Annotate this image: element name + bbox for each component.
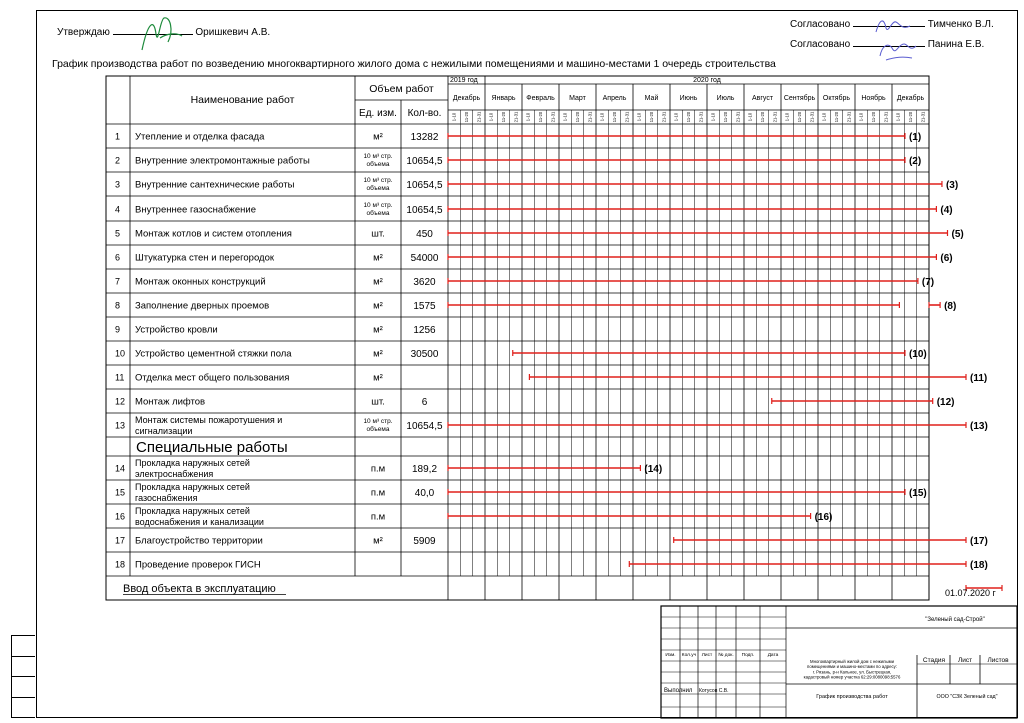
- stamp-doc-title: График производства работ: [816, 694, 888, 700]
- decade-label: 11-20: [501, 111, 506, 123]
- decade-label: 1-10: [895, 112, 901, 122]
- row-qty: 10654,5: [406, 205, 443, 216]
- decade-label: 1-10: [747, 112, 753, 122]
- decade-label: 21-31: [920, 111, 926, 123]
- col-header-volume: Объем работ: [369, 83, 434, 95]
- row-unit: м²: [373, 131, 383, 143]
- row-name: Монтаж котлов и систем отопления: [135, 228, 292, 240]
- row-name: Проведение проверок ГИСН: [135, 559, 261, 571]
- decade-label: 1-10: [562, 112, 568, 122]
- row-number: 16: [115, 511, 126, 522]
- row-number: 4: [115, 204, 121, 215]
- row-unit: м²: [373, 300, 383, 312]
- decade-label: 11-20: [464, 111, 469, 123]
- row-number: 8: [115, 300, 121, 311]
- row-number: 7: [115, 276, 121, 287]
- row-name: Внутреннее газоснабжение: [135, 204, 257, 216]
- stamp-role: Выполнил: [664, 688, 693, 694]
- stamp-stage: Стадия: [922, 657, 946, 664]
- row-unit-line1: 10 м³ стр.: [363, 418, 393, 425]
- row-qty: 450: [416, 229, 433, 240]
- stamp-col-header: Изм.: [665, 653, 676, 658]
- decade-label: 21-31: [587, 111, 593, 123]
- stamp-col-header: № док.: [718, 653, 734, 658]
- gantt-bar-label: (16): [814, 512, 833, 523]
- commissioning-label: Ввод объекта в эксплуатацию: [123, 583, 276, 595]
- decade-label: 21-31: [809, 111, 815, 123]
- decade-label: 11-20: [649, 111, 654, 123]
- row-number: 17: [115, 535, 126, 546]
- row-unit-line1: 10 м³ стр.: [363, 177, 393, 184]
- row-unit-line2: объема: [366, 210, 390, 217]
- approve-name: Оришкевич А.В.: [195, 27, 271, 38]
- decade-label: 21-31: [698, 111, 704, 123]
- schedule-title: График производства работ по возведению многоквартирного жилого дома с нежилыми помещениями и машино-местами 1 очередь строительства: [52, 58, 776, 70]
- decade-label: 21-31: [846, 111, 852, 123]
- stamp-sheets: Листов: [987, 657, 1009, 664]
- decade-label: 1-10: [599, 112, 605, 122]
- gantt-bar-label: (4): [940, 205, 953, 216]
- stamp-person: Котусов С.В.: [699, 688, 729, 694]
- month-label: Ноябрь: [861, 95, 886, 102]
- row-unit: м²: [373, 324, 383, 336]
- stamp-company-top: "Зеленый сад-Строй": [925, 617, 985, 623]
- decade-label: 11-20: [834, 111, 839, 123]
- gantt-bar-label: (10): [908, 349, 927, 360]
- decade-label: 11-20: [908, 111, 913, 123]
- row-unit: п.м: [370, 487, 386, 499]
- row-name: Отделка мест общего пользования: [135, 372, 290, 384]
- row-number: 2: [115, 155, 121, 166]
- row-name: Заполнение дверных проемов: [135, 300, 270, 312]
- decade-label: 21-31: [772, 111, 778, 123]
- stamp-description-line: помещениями и машино-местами по адресу:: [807, 664, 897, 670]
- month-label: Сентябрь: [783, 95, 816, 102]
- month-label: Август: [751, 95, 774, 102]
- month-label: Декабрь: [896, 95, 925, 102]
- row-name: Монтаж оконных конструкций: [135, 276, 266, 288]
- stamp-col-header: Дата: [767, 653, 779, 658]
- decade-label: 11-20: [538, 111, 543, 123]
- row-unit: м²: [373, 276, 383, 288]
- month-label: Февраль: [526, 95, 555, 102]
- row-name: Устройство цементной стяжки пола: [135, 348, 292, 360]
- row-number: 5: [115, 228, 121, 239]
- decade-label: 1-10: [488, 112, 494, 122]
- decade-label: 1-10: [673, 112, 679, 122]
- row-unit: м²: [373, 252, 383, 264]
- stamp-sheet: Лист: [957, 657, 973, 664]
- gantt-bar-label: (7): [921, 277, 935, 288]
- row-unit: шт.: [371, 396, 385, 408]
- month-label: Декабрь: [452, 95, 481, 102]
- row-name: Штукатурка стен и перегородок: [135, 252, 275, 264]
- decade-label: 11-20: [723, 111, 728, 123]
- row-number: 6: [115, 252, 121, 263]
- col-header-qty: Кол-во.: [407, 108, 442, 119]
- row-number: 3: [115, 179, 121, 190]
- decade-label: 21-31: [735, 111, 741, 123]
- month-label: Январь: [491, 95, 516, 102]
- row-qty: 10654,5: [406, 156, 443, 167]
- month-label: Март: [569, 95, 586, 102]
- row-number: 9: [115, 324, 121, 335]
- decade-label: 1-10: [821, 112, 827, 122]
- agree2-name: Панина Е.В.: [927, 39, 985, 50]
- decade-label: 1-10: [858, 112, 864, 122]
- row-qty: 13282: [410, 132, 439, 143]
- row-number: 13: [115, 420, 126, 431]
- gantt-bar-label: (13): [970, 421, 988, 432]
- row-qty: 6: [421, 397, 428, 408]
- decade-label: 1-10: [636, 112, 642, 122]
- decade-label: 11-20: [760, 111, 765, 123]
- stamp-col-header: Подп.: [741, 653, 755, 658]
- row-name-line2: сигнализации: [135, 426, 193, 436]
- decade-label: 21-31: [883, 111, 889, 123]
- decade-label: 1-10: [710, 112, 716, 122]
- row-unit-line2: объема: [366, 185, 390, 192]
- decade-label: 21-31: [476, 111, 482, 123]
- decade-label: 1-10: [451, 112, 457, 122]
- month-label: Октябрь: [822, 95, 851, 102]
- gantt-bar-label: (2): [908, 156, 922, 167]
- row-qty: 1575: [413, 301, 436, 312]
- special-works-heading: Специальные работы: [136, 439, 288, 456]
- row-number: 1: [115, 131, 121, 142]
- row-qty: 1256: [413, 325, 436, 336]
- stamp-description-line: кадастровый номер участка 62:29:0080098:5576: [803, 674, 901, 680]
- year-2020-label: 2020 год: [693, 77, 721, 84]
- row-name-line1: Монтаж системы пожаротушения и: [135, 415, 283, 425]
- row-qty: 40,0: [414, 488, 435, 499]
- row-name: Монтаж лифтов: [135, 396, 206, 408]
- issue-date: 01.07.2020 г: [945, 588, 996, 598]
- gantt-bar-label: (1): [908, 132, 922, 143]
- row-unit: п.м: [370, 511, 386, 523]
- decade-label: 11-20: [871, 111, 876, 123]
- agree2-label: Согласовано: [790, 39, 851, 50]
- row-name-line2: электроснабжения: [135, 469, 214, 479]
- row-unit: м²: [373, 348, 383, 360]
- decade-label: 21-31: [624, 111, 630, 123]
- row-unit-line1: 10 м³ стр.: [363, 202, 393, 209]
- decade-label: 1-10: [525, 112, 531, 122]
- gantt-bar-label: (3): [945, 180, 959, 191]
- row-unit-line1: 10 м³ стр.: [363, 153, 393, 160]
- gantt-bar-label: (11): [970, 373, 988, 384]
- row-name-line1: Прокладка наружных сетей: [135, 458, 250, 468]
- row-name-line1: Прокладка наружных сетей: [135, 482, 250, 492]
- decade-label: 21-31: [550, 111, 556, 123]
- row-name: Благоустройство территории: [135, 535, 263, 547]
- row-name-line2: газоснабжения: [135, 493, 198, 503]
- col-header-name: Наименование работ: [190, 94, 295, 106]
- gantt-bar-label: (15): [908, 488, 927, 499]
- decade-label: 11-20: [686, 111, 691, 123]
- row-number: 18: [115, 559, 126, 570]
- col-header-unit: Ед. изм.: [359, 108, 397, 119]
- approve-label: Утверждаю: [57, 27, 110, 38]
- row-unit: п.м: [370, 463, 386, 475]
- row-unit: м²: [373, 535, 383, 547]
- month-label: Июль: [716, 95, 735, 102]
- year-2019-label: 2019 год: [450, 77, 478, 84]
- agree1-label: Согласовано: [790, 19, 851, 30]
- row-qty: 3620: [413, 277, 436, 288]
- row-name: Внутренние сантехнические работы: [135, 179, 295, 191]
- row-unit-line2: объема: [366, 161, 390, 168]
- decade-label: 11-20: [575, 111, 580, 123]
- decade-label: 21-31: [661, 111, 667, 123]
- agree1-name: Тимченко В.Л.: [927, 19, 994, 30]
- row-qty: 30500: [410, 349, 439, 360]
- gantt-bar-label: (8): [944, 301, 957, 312]
- row-qty: 5909: [413, 536, 436, 547]
- month-label: Апрель: [602, 95, 627, 102]
- stamp-col-header: Лист: [701, 653, 713, 658]
- gantt-bar-label: (18): [970, 560, 988, 571]
- stamp-org: ООО "СЗК Зеленый сад": [936, 694, 998, 700]
- row-number: 14: [115, 463, 126, 474]
- row-qty: 54000: [410, 253, 439, 264]
- row-name-line2: водоснабжения и канализации: [135, 517, 264, 527]
- row-qty: 10654,5: [406, 421, 443, 432]
- row-name: Утепление и отделка фасада: [135, 131, 265, 143]
- decade-label: 11-20: [612, 111, 617, 123]
- row-unit: шт.: [371, 228, 385, 240]
- stamp-description-line: г. Рязань, р-н Кальное, ул. Быстрецкая,: [812, 669, 892, 675]
- month-label: Май: [644, 95, 659, 102]
- row-qty: 10654,5: [406, 180, 443, 191]
- stamp-col-header: Кол.уч: [681, 653, 697, 658]
- decade-label: 21-31: [513, 111, 519, 123]
- row-unit: м²: [373, 372, 383, 384]
- row-qty: 189,2: [411, 464, 438, 475]
- row-name: Устройство кровли: [135, 324, 218, 336]
- row-unit-line2: объема: [366, 426, 390, 433]
- gantt-bar-label: (12): [936, 397, 955, 408]
- stamp-description-line: Многоквартирный жилой дом с нежилыми: [810, 659, 894, 664]
- gantt-bar-label: (6): [940, 253, 953, 264]
- decade-label: 1-10: [784, 112, 790, 122]
- row-name-line1: Прокладка наружных сетей: [135, 506, 250, 516]
- gantt-bar-label: (14): [644, 464, 663, 475]
- row-number: 11: [115, 372, 125, 383]
- row-name: Внутренние электромонтажные работы: [135, 155, 310, 167]
- row-number: 12: [115, 396, 126, 407]
- decade-label: 11-20: [797, 111, 802, 123]
- row-number: 15: [115, 487, 126, 498]
- gantt-bar-label: (5): [951, 229, 964, 240]
- row-number: 10: [115, 348, 126, 359]
- gantt-bar-label: (17): [970, 536, 988, 547]
- month-label: Июнь: [679, 95, 698, 102]
